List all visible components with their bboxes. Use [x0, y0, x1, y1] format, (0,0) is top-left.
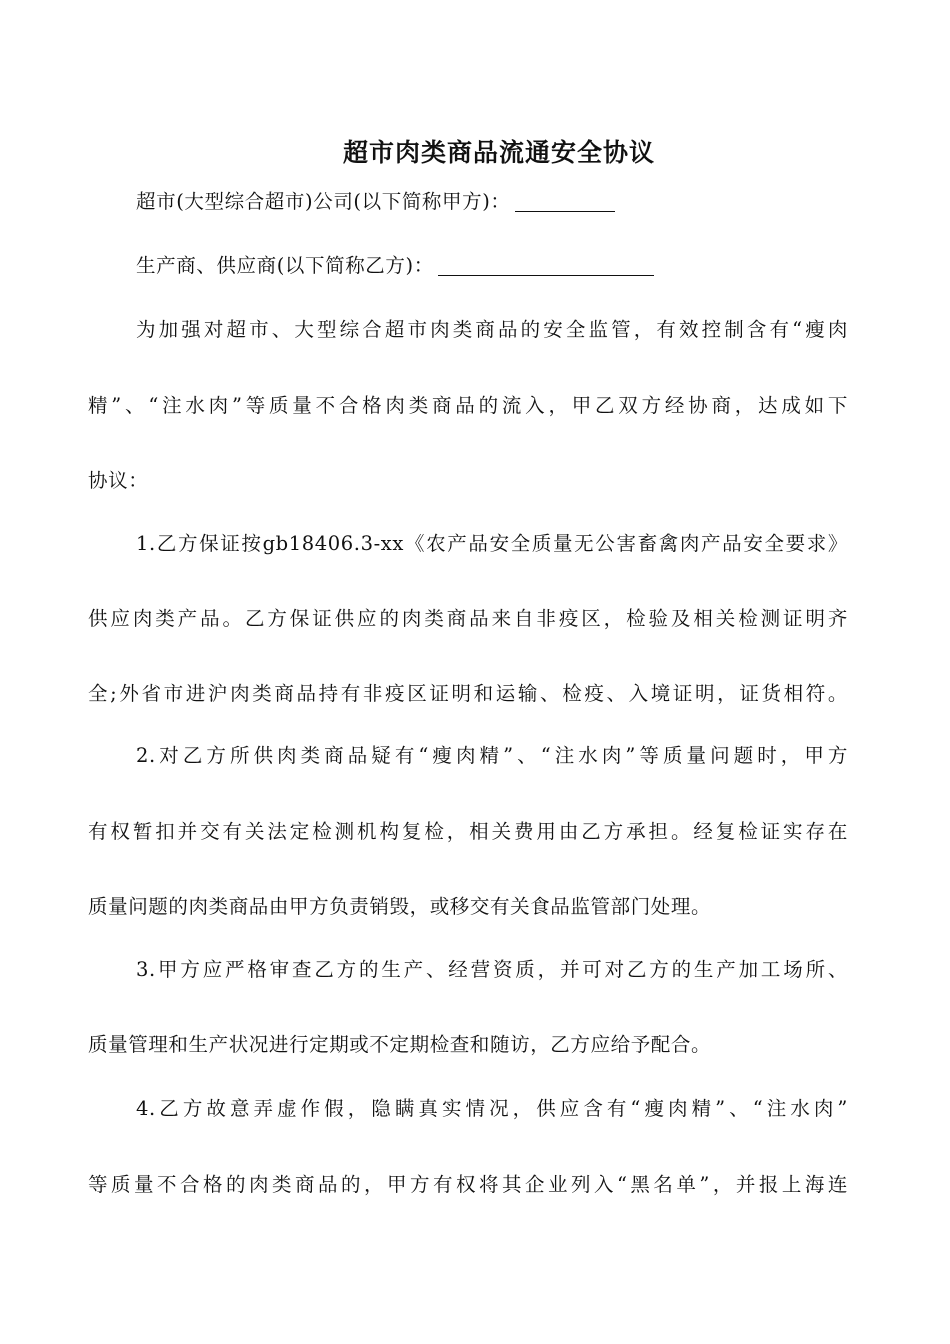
- document-title: 超市肉类商品流通安全协议: [342, 138, 655, 167]
- text-line: 1.乙方保证按gb18406.3-xx《农产品安全质量无公害畜禽肉产品安全要求》: [136, 532, 848, 555]
- party-b-label: 生产商、供应商(以下简称乙方)：: [136, 254, 434, 277]
- text-line: 协议：: [88, 469, 149, 492]
- text-line: 3.甲方应严格审查乙方的生产、经营资质，并可对乙方的生产加工场所、: [136, 958, 848, 981]
- party-b-line: [136, 251, 654, 281]
- text-line: 2.对乙方所供肉类商品疑有“瘦肉精”、“注水肉”等质量问题时，甲方: [136, 744, 848, 767]
- party-a-line: [136, 187, 615, 217]
- text-line: 为加强对超市、大型综合超市肉类商品的安全监管，有效控制含有“瘦肉: [136, 318, 848, 341]
- party-a-label: 超市(大型综合超市)公司(以下简称甲方)：: [136, 190, 511, 213]
- party-a-blank: [515, 191, 615, 212]
- text-line: 精”、“注水肉”等质量不合格肉类商品的流入，甲乙双方经协商，达成如下: [88, 394, 848, 417]
- text-line: 全;外省市进沪肉类商品持有非疫区证明和运输、检疫、入境证明，证货相符。: [88, 682, 848, 705]
- text-line: 4.乙方故意弄虚作假，隐瞒真实情况，供应含有“瘦肉精”、“注水肉”: [136, 1097, 848, 1120]
- text-line: 质量问题的肉类商品由甲方负责销毁，或移交有关食品监管部门处理。: [88, 895, 712, 918]
- text-line: 供应肉类产品。乙方保证供应的肉类商品来自非疫区，检验及相关检测证明齐: [88, 607, 848, 630]
- text-line: 质量管理和生产状况进行定期或不定期检查和随访，乙方应给予配合。: [88, 1033, 712, 1056]
- text-line: 有权暂扣并交有关法定检测机构复检，相关费用由乙方承担。经复检证实存在: [88, 820, 848, 843]
- party-b-blank: [438, 255, 654, 276]
- text-line: 等质量不合格的肉类商品的，甲方有权将其企业列入“黑名单”，并报上海连: [88, 1173, 848, 1196]
